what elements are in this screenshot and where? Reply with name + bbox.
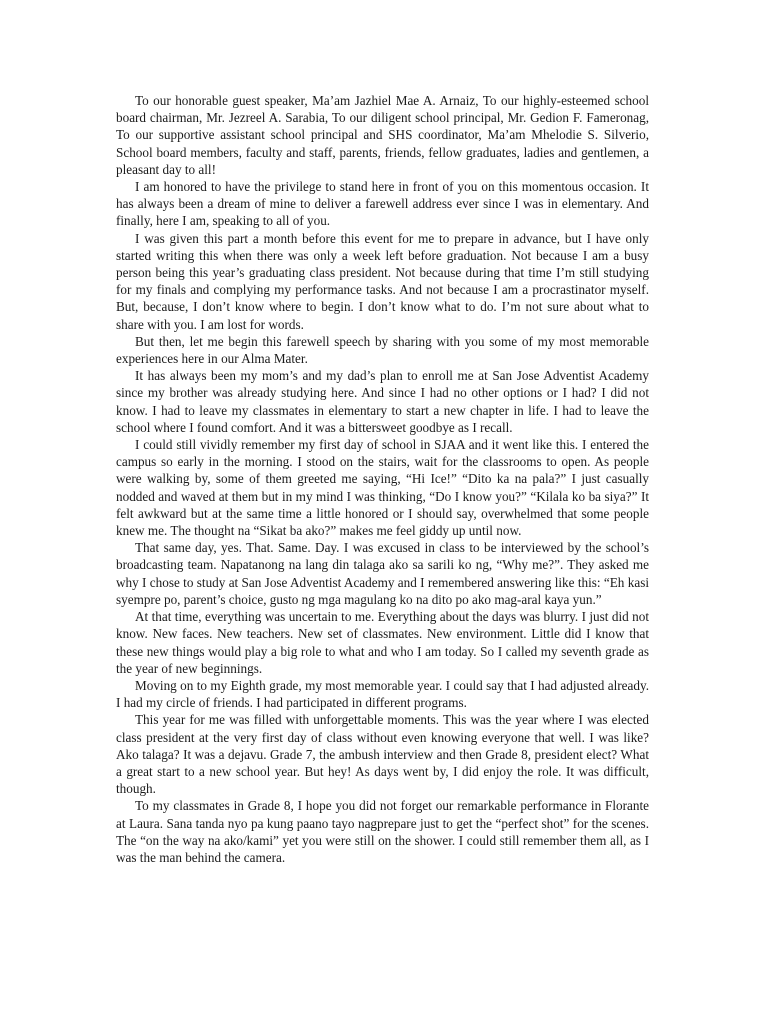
speech-paragraph-first-day: I could still vividly remember my first day of school in SJAA and it went like this. I entered the campus so early in the morning. I stood on the stairs, wait for the classrooms to open. As people were walking by, some of them greeted me saying, “Hi Ice!” “Dito ka na pala?” I just casually nodded and waved at them but in my mind I was thinking, “Do I know you?” “Kilala ko ba siya?” It felt awkward but at the same time a little honored or I should say, overwhelmed that some people knew me. The thought na “Sikat ba ako?” makes me feel giddy up until now. bbox=[116, 437, 649, 539]
speech-paragraph-honored: I am honored to have the privilege to stand here in front of you on this momentous occasion. It has always been a dream of mine to deliver a farewell address ever since I was in elementary. And finally, here I am, speaking to all of you. bbox=[116, 179, 649, 229]
speech-paragraph-class-president: This year for me was filled with unforgettable moments. This was the year where I was elected class president at the very first day of class without even knowing everyone that well. I was like? Ako talaga? It was a dejavu. Grade 7, the ambush interview and then Grade 8, president elect? What a great start to a new school year. But hey! As days went by, I did enjoy the role. It was difficult, though. bbox=[116, 712, 649, 797]
speech-paragraph-interview: That same day, yes. That. Same. Day. I was excused in class to be interviewed by the school’s broadcasting team. Napatanong na lang din talaga ako sa sarili ko ng, “Why me?”. They asked me why I chose to study at San Jose Adventist Academy and I remembered answering like this: “Eh kasi syempre po, parent’s choice, gusto ng mga magulang ko na dito po ako mag-aral kaya yun.” bbox=[116, 540, 649, 607]
speech-body bbox=[116, 92, 649, 866]
speech-paragraph-greeting: To our honorable guest speaker, Ma’am Jazhiel Mae A. Arnaiz, To our highly-esteemed school board chairman, Mr. Jezreel A. Sarabia, To our diligent school principal, Mr. Gedion F. Fameronag, To our supportive assistant school principal and SHS coordinator, Ma’am Mhelodie S. Silverio, School board members, faculty and staff, parents, friends, fellow graduates, ladies and gentlemen, a pleasant day to all! bbox=[116, 93, 649, 177]
speech-paragraph-preparation: I was given this part a month before this event for me to prepare in advance, but I have only started writing this when there was only a week left before graduation. Not because I am a busy person being this year’s graduating class president. Not because during that time I’m still studying for my finals and complying my performance tasks. And not because I am a procrastinator myself. But, because, I don’t know where to begin. I don’t know what to do. I’m not sure about what to share with you. I am lost for words. bbox=[116, 230, 649, 332]
speech-paragraph-begin: But then, let me begin this farewell speech by sharing with you some of my most memorable experiences here in our Alma Mater. bbox=[116, 333, 649, 367]
speech-paragraph-uncertain: At that time, everything was uncertain to me. Everything about the days was blurry. I just did not know. New faces. New teachers. New set of classmates. New environment. Little did I know that these new things would play a big role to what and who I am today. So I called my seventh grade as the year of new beginnings. bbox=[116, 609, 649, 676]
speech-paragraph-enrollment: It has always been my mom’s and my dad’s plan to enroll me at San Jose Adventist Academy since my brother was already studying here. And since I had no other options or I had? I did not know. I had to leave my classmates in elementary to start a new chapter in life. I had to leave the school where I found comfort. And it was a bittersweet goodbye as I recall. bbox=[116, 368, 649, 435]
speech-paragraph-florante: To my classmates in Grade 8, I hope you did not forget our remarkable performance in Florante at Laura. Sana tanda nyo pa kung paano tayo nagprepare just to get the “perfect shot” for the scenes. The “on the way na ako/kami” yet you were still on the shower. I could still remember them all, as I was the man behind the camera. bbox=[116, 798, 649, 865]
speech-paragraph-eighth-grade: Moving on to my Eighth grade, my most memorable year. I could say that I had adjusted already. I had my circle of friends. I had participated in different programs. bbox=[116, 677, 649, 711]
